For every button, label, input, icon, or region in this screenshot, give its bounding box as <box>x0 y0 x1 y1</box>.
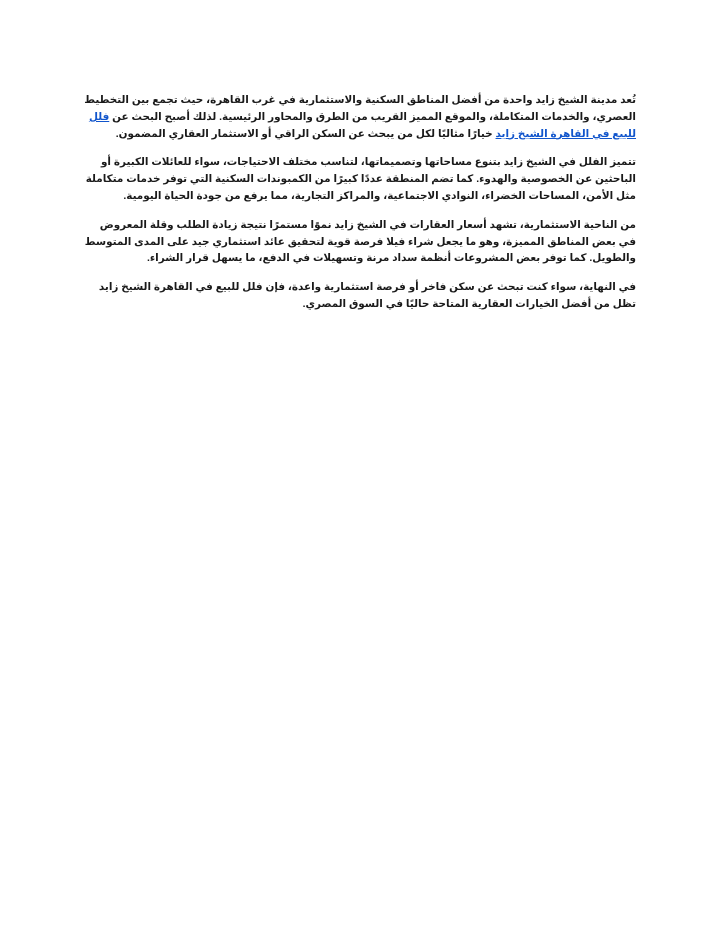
paragraph-intro-text-before: تُعد مدينة الشيخ زايد واحدة من أفضل المناطق السكنية والاستثمارية في غرب القاهرة، حيث تجمع بين التخطيط العصري، والخدمات المتكاملة، والموقع المميز القريب من الطرق والمحاور الرئيسية. لذلك أصبح البحث عن <box>84 95 636 123</box>
paragraph-conclusion: في النهاية، سواء كنت تبحث عن سكن فاخر أو فرصة استثمارية واعدة، فإن فلل للبيع في القاهرة الشيخ زايد تظل من أفضل الخيارات العقارية المتاحة حاليًا في السوق المصري. <box>98 282 636 310</box>
villas-for-sale-link[interactable]: فلل للبيع في القاهرة الشيخ زايد <box>88 111 636 140</box>
paragraph-investment: من الناحية الاستثمارية، تشهد أسعار العقارات في الشيخ زايد نموًا مستمرًا نتيجة زيادة الطلب وقلة المعروض في بعض المناطق المميزة، وهو ما يجعل شراء فيلا فرصة قوية لتحقيق عائد استثماري جيد على المدى المتوسط والطويل. كما توفر بعض المشروعات أنظمة سداد مرنة وتسهيلات في الدفع، ما يسهل قرار الشراء. <box>84 219 636 265</box>
paragraph-intro <box>82 93 636 143</box>
paragraph-features: تتميز الفلل في الشيخ زايد بتنوع مساحاتها وتصميماتها، لتناسب مختلف الاحتياجات، سواء للعائلات الكبيرة أو الباحثين عن الخصوصية والهدوء. كما تضم المنطقة عددًا كبيرًا من الكمبوندات السكنية التي توفر خدمات متكاملة مثل الأمن، المساحات الخضراء، النوادي الاجتماعية، والمراكز التجارية، مما يرفع من جودة الحياة اليومية. <box>85 157 636 202</box>
paragraph-intro-text-after: خيارًا مثاليًا لكل من يبحث عن السكن الراقي أو الاستثمار العقاري المضمون. <box>115 128 496 140</box>
document-body <box>82 93 636 326</box>
